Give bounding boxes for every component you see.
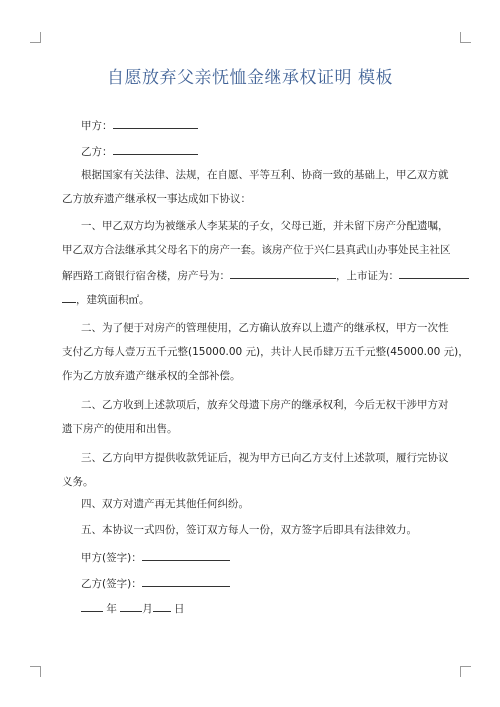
property-number-blank[interactable] [230,267,336,279]
intro-line-1: 根据国家有关法律、法规，在自愿、平等互利、协商一致的基础上，甲乙双方就 [81,169,449,181]
day-label: 日 [174,603,185,615]
party-a-line [81,117,198,133]
party-a-label: 甲方： [81,120,113,132]
page-corner-mark-bottom-left [30,666,41,677]
clause1-line-2: 甲乙双方合法继承其父母名下的房产一套。该房产位于兴仁县真武山办事处民主社区 [62,244,451,256]
month-blank[interactable] [120,600,142,612]
clause4-line-1: 三、乙方向甲方提供收款凭证后，视为甲方已向乙方支付上述款项，履行完协议 [81,452,449,464]
sign-a-line [81,549,230,565]
clause3-line-2: 遗下房产的使用和出售。 [62,423,178,435]
document-title: 自愿放弃父亲怃恤金继承权证明 模板 [107,68,393,88]
sign-b-label: 乙方(签字)： [81,578,142,590]
party-b-line [81,143,198,159]
party-b-label: 乙方： [81,146,113,158]
floor-area-label: ，建筑面积㎡。 [76,294,150,306]
listing-cert-blank[interactable] [399,267,469,279]
party-b-blank[interactable] [113,143,198,155]
clause2-line-3: 作为乙方放弃遗产继承权的全部补偿。 [62,370,241,382]
floor-area-blank[interactable] [62,291,76,303]
page-corner-mark-top-left [30,32,41,43]
clause4-line-2: 义务。 [62,476,94,488]
date-line [81,600,185,616]
sign-a-blank[interactable] [142,549,230,561]
clause6-line: 五、本协议一式四份，签订双方每人一份，双方签字后即具有法律效力。 [81,524,417,536]
page-corner-mark-top-right [460,32,471,43]
clause1-line-1: 一、甲乙双方均为被继承人李某某的子女，父母已逝，并未留下房产分配遗嘱， [81,220,449,232]
sign-a-label: 甲方(签字)： [81,552,142,564]
clause1-line-4 [62,291,150,307]
intro-line-2: 乙方放弃遗产继承权一事达成如下协议： [62,193,251,205]
sign-b-line [81,575,230,591]
party-a-blank[interactable] [113,117,198,129]
property-number-label: 解西路工商银行宿舍楼，房产号为： [62,270,230,282]
clause3-line-1: 二、乙方收到上述款项后，放弃父母遗下房产的继承权利，今后无权干涉甲方对 [81,399,449,411]
clause2-line-2: 支付乙方每人壹万五千元整(15000.00 元)，共计人民币肆万五千元整(45000.00 元)， [62,346,469,358]
page-corner-mark-bottom-right [460,666,471,677]
clause2-line-1: 二、为了便于对房产的管理使用，乙方确认放弃以上遗产的继承权，甲方一次性 [81,322,449,334]
clause1-line-3 [62,267,469,283]
month-label: 月 [142,603,153,615]
year-label: 年 [106,603,117,615]
listing-cert-label: ，上市证为： [336,270,399,282]
sign-b-blank[interactable] [142,575,230,587]
year-blank[interactable] [81,600,103,612]
day-blank[interactable] [153,600,171,612]
clause5-line: 四、双方对遗产再无其他任何纠纷。 [81,498,249,510]
